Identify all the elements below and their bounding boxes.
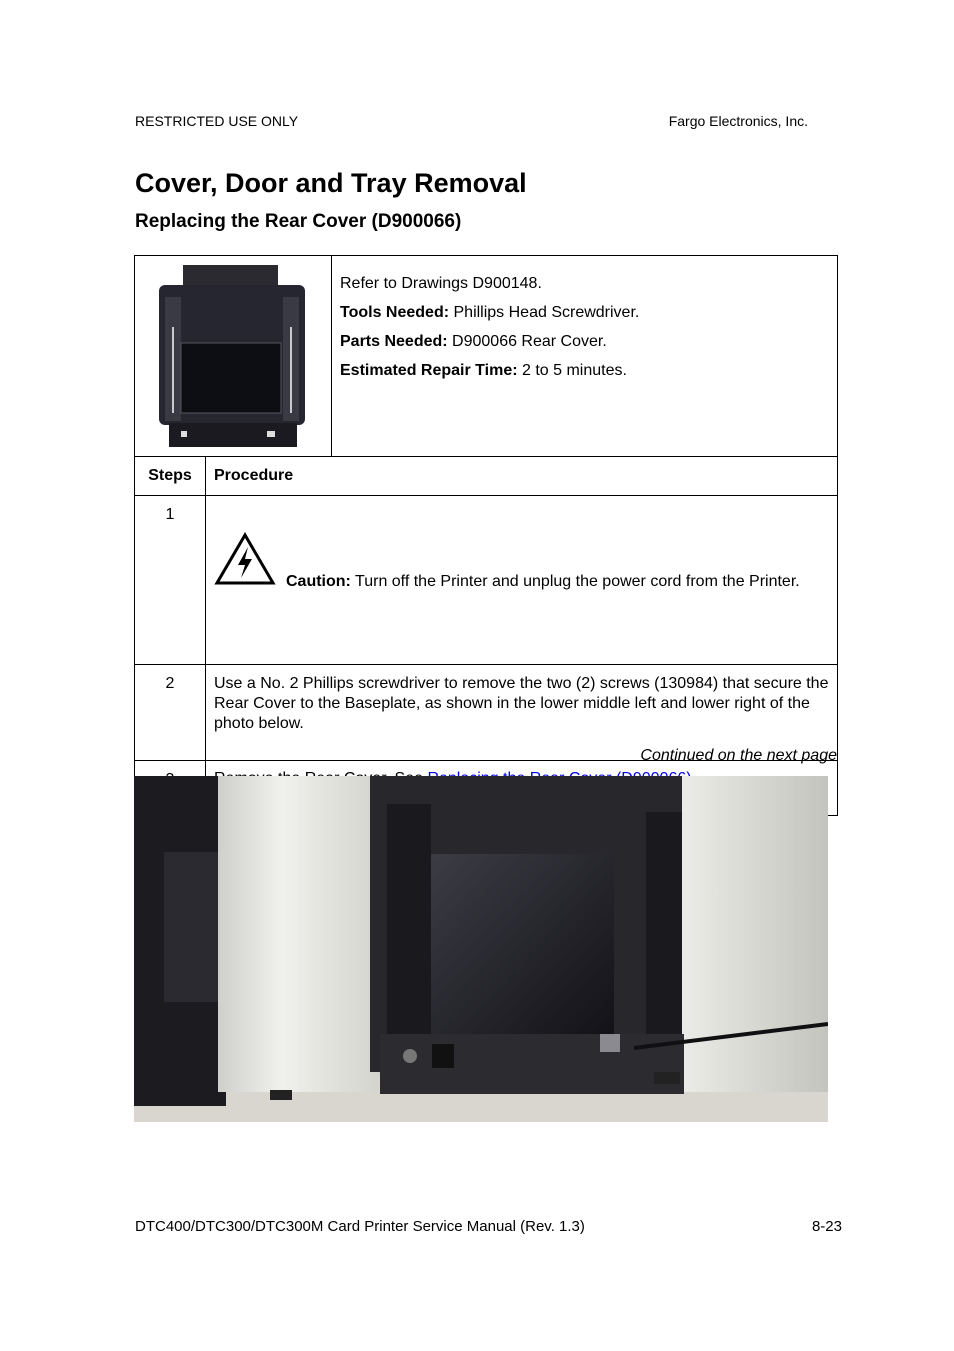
continued-note: Continued on the next page (640, 747, 837, 764)
caution-text: Turn off the Printer and unplug the power cord from the Printer. (350, 573, 800, 590)
tools-label: Tools Needed: (340, 304, 450, 321)
table-row (135, 496, 838, 665)
step-text: Use a No. 2 Phillips screwdriver to remove the two (2) screws (130984) that secure the Rear Cover to the Baseplate, as shown in the lower middle left and lower right of the photo below. (206, 665, 838, 761)
refer-text: Refer to Drawings D900148. (340, 275, 542, 292)
procedure-header: Procedure (206, 457, 838, 496)
steps-header: Steps (135, 457, 206, 496)
rear-cover-thumbnail-cell (135, 256, 332, 457)
header-left: RESTRICTED USE ONLY (135, 113, 299, 129)
section-title: Replacing the Rear Cover (D900066) (135, 211, 462, 232)
page-title: Cover, Door and Tray Removal (135, 168, 527, 198)
rear-cover-thumbnail (155, 263, 308, 448)
step-text (206, 496, 838, 665)
electrical-hazard-icon (214, 532, 276, 592)
time-value: 2 to 5 minutes. (517, 362, 627, 379)
parts-value: D900066 Rear Cover. (447, 333, 607, 350)
header-right: Fargo Electronics, Inc. (668, 113, 808, 129)
info-cell (332, 256, 838, 457)
procedure-table (134, 255, 838, 816)
printer-rear-photo (134, 776, 828, 1122)
time-label: Estimated Repair Time: (340, 362, 518, 379)
footer-left: DTC400/DTC300/DTC300M Card Printer Service Manual (Rev. 1.3) (135, 1218, 585, 1235)
step-number: 1 (135, 496, 206, 665)
parts-label: Parts Needed: (340, 333, 448, 350)
caution-label: Caution: (286, 573, 351, 590)
step-number: 2 (135, 665, 206, 761)
page-number: 8-23 (811, 1218, 842, 1235)
tools-value: Phillips Head Screwdriver. (449, 304, 640, 321)
